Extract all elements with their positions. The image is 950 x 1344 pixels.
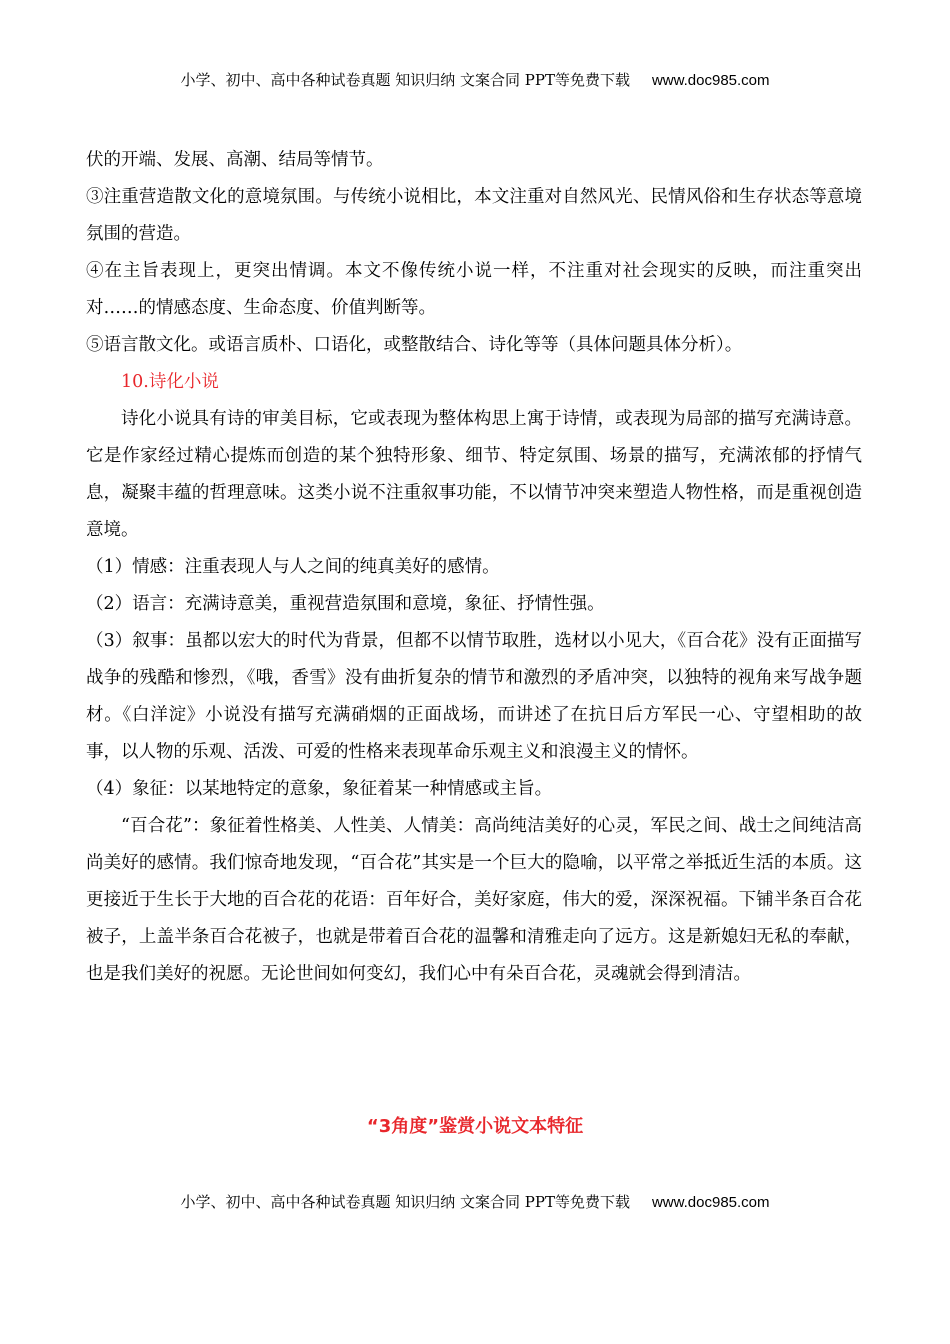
paragraph-point-4: ④在主旨表现上，更突出情调。本文不像传统小说一样，不注重对社会现实的反映，而注重突出对……的情感态度、生命态度、价值判断等。: [86, 261, 862, 318]
header-text: 小学、初中、高中各种试卷真题 知识归纳 文案合同 PPT等免费下载: [180, 71, 630, 89]
paragraph-emotion: （1）情感：注重表现人与人之间的纯真美好的感情。: [86, 557, 500, 577]
footer-site-link[interactable]: www.doc985.com: [651, 1194, 770, 1211]
page-header: [0, 69, 950, 90]
paragraph-continuation: 伏的开端、发展、高潮、结局等情节。: [86, 150, 384, 170]
paragraph-point-5: ⑤语言散文化。或语言质朴、口语化，或整散结合、诗化等等（具体问题具体分析）。: [86, 335, 743, 355]
paragraph-language: （2）语言：充满诗意美，重视营造氛围和意境，象征、抒情性强。: [86, 594, 605, 614]
section-title: “3角度”鉴赏小说文本特征: [366, 1116, 584, 1137]
paragraph-narration: （3）叙事：虽都以宏大的时代为背景，但都不以情节取胜，选材以小见大，《百合花》没有正面描写战争的残酷和惨烈，《哦，香雪》没有曲折复杂的情节和激烈的矛盾冲突，以独特的视角来写战争题材。《白洋淀》小说没有描写充满硝烟的正面战场，而讲述了在抗日后方军民一心、守望相助的故事，以人物的乐观、活泼、可爱的性格来表现革命乐观主义和浪漫主义的情怀。: [86, 631, 862, 762]
document-body: [86, 142, 862, 993]
page-footer: [0, 1191, 950, 1212]
paragraph-poetic-novel-intro: 诗化小说具有诗的审美目标，它或表现为整体构思上寓于诗情，或表现为局部的描写充满诗意。它是作家经过精心提炼而创造的某个独特形象、细节、特定氛围、场景的描写，充满浓郁的抒情气息，凝聚丰蕴的哲理意味。这类小说不注重叙事功能，不以情节冲突来塑造人物性格，而是重视创造意境。: [86, 409, 862, 540]
paragraph-point-3: ③注重营造散文化的意境氛围。与传统小说相比，本文注重对自然风光、民情风俗和生存状态等意境氛围的营造。: [86, 187, 862, 244]
subheading-poetic-novel: 10.诗化小说: [121, 372, 219, 392]
footer-text: 小学、初中、高中各种试卷真题 知识归纳 文案合同 PPT等免费下载: [180, 1193, 630, 1211]
header-site-link[interactable]: www.doc985.com: [651, 72, 770, 89]
paragraph-lily: “百合花”：象征着性格美、人性美、人情美：高尚纯洁美好的心灵，军民之间、战士之间纯洁高尚美好的感情。我们惊奇地发现，“百合花”其实是一个巨大的隐喻，以平常之举抵近生活的本质。这更接近于生长于大地的百合花的花语：百年好合，美好家庭，伟大的爱，深深祝福。下铺半条百合花被子，上盖半条百合花被子，也就是带着百合花的温馨和清雅走向了远方。这是新媳妇无私的奉献，也是我们美好的祝愿。无论世间如何变幻，我们心中有朵百合花，灵魂就会得到清洁。: [86, 816, 862, 984]
paragraph-symbolism: （4）象征：以某地特定的意象，象征着某一种情感或主旨。: [86, 779, 553, 799]
